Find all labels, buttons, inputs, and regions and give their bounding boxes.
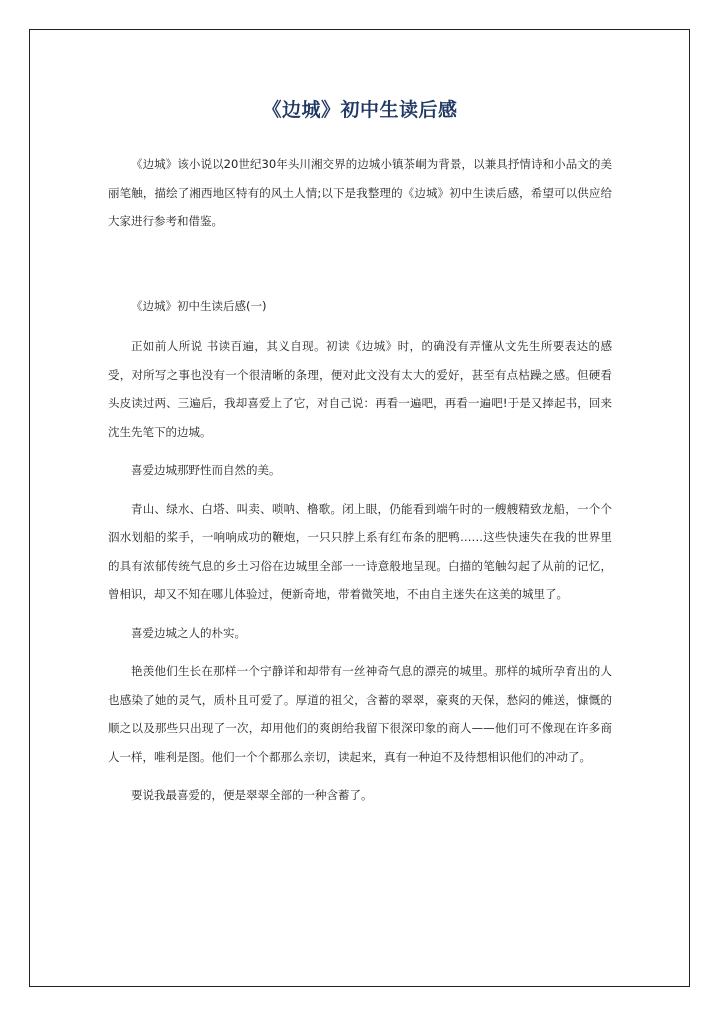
body-paragraph: 艳羡他们生长在那样一个宁静详和却带有一丝神奇气息的漂亮的城里。那样的城所孕育出的人也感染了她的灵气，质朴且可爱了。厚道的祖父，含蓄的翠翠，豪爽的天保，愁闷的傩送，慷慨的顺之以及那些只出现了一次，却用他们的爽朗给我留下很深印象的商人——他们可不像现在许多商人一样，唯利是图。他们一个个都那么亲切，读起来，真有一种迫不及待想相识他们的冲动了。 (108, 664, 612, 764)
body-paragraph: 正如前人所说 书读百遍，其义自现。初读《边城》时，的确没有弄懂从文先生所要表达的感受，对所写之事也没有一个很清晰的条理，便对此文没有太大的爱好，甚至有点枯躁之感。但硬看头皮读过两、三遍后，我却喜爱上了它，对自己说：再看一遍吧，再看一遍吧!于是又捧起书，回来沈生先笔下的边城。 (108, 339, 612, 439)
body-paragraph: 喜爱边城那野性而自然的美。 (131, 463, 281, 477)
document-body (108, 150, 612, 810)
intro-paragraph: 《边城》该小说以20世纪30年头川湘交界的边城小镇茶峒为背景，以兼具抒情诗和小品文的美丽笔触，描绘了湘西地区特有的风土人情;以下是我整理的《边城》初中生读后感，希望可以供应给大家进行参考和借鉴。 (108, 157, 612, 228)
body-paragraph: 喜爱边城之人的朴实。 (131, 625, 246, 640)
body-paragraph: 青山、绿水、白塔、叫卖、唢呐、橹歌。闭上眼，仍能看到端午时的一艘艘精致龙船，一个个泅水划船的桨手，一响响成功的鞭炮，一只只脖上系有红布条的肥鸭……这些快速失在我的世界里的具有浓郁传统气息的乡土习俗在边城里全部一一诗意般地呈现。白描的笔触勾起了从前的记忆，曾相识，却又不知在哪儿体验过，便新奇地，带着微笑地，不由自主迷失在这美的城里了。 (108, 501, 612, 601)
page-title: 《边城》初中生读后感 (262, 99, 458, 121)
section-title: 《边城》初中生读后感(一) (131, 298, 267, 313)
body-paragraph: 要说我最喜爱的，便是翠翠全部的一种含蓄了。 (131, 788, 373, 802)
